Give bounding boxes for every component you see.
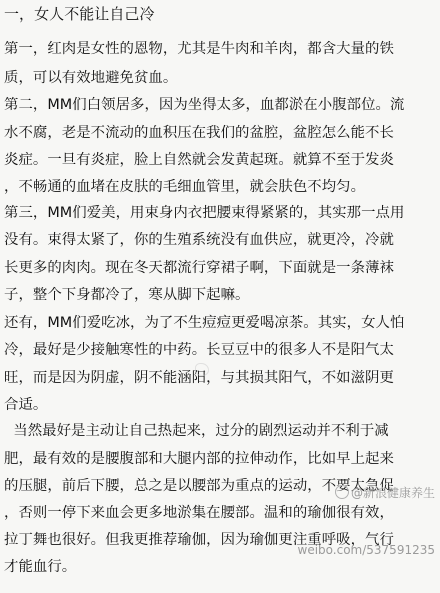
text-line: ，不畅通的血堵在皮肤的毛细血管里，就会肤色不均匀。 xyxy=(4,179,366,195)
watermark-url: weibo.com/537591235 xyxy=(297,543,435,557)
weibo-logo-icon xyxy=(335,485,349,499)
text-line: 冷，最好是少接触寒性的中药。长豆豆中的很多人不是阳气太 xyxy=(4,342,394,358)
text-line: 炎症。一旦有炎症，脸上自然就会发黄起斑。就算不至于发炎 xyxy=(4,152,394,168)
text-line: 的压腿，前后下腰，总之是以腰部为重点的运动，不要太急促 xyxy=(4,478,394,494)
text-line: 没有。束得太紧了，你的生殖系统没有血供应，就更冷，冷就 xyxy=(4,232,394,248)
text-line: 第二，MM们白领居多，因为坐得太多，血都淤在小腹部位。流 xyxy=(4,97,405,113)
text-line: 长更多的肉肉。现在冬天都流行穿裙子啊，下面就是一条薄袜 xyxy=(4,260,394,276)
text-line: 才能血行。 xyxy=(4,559,77,575)
watermark-handle-row xyxy=(298,470,435,515)
text-line: 肥，最有效的是腰腹部和大腿内部的拉伸动作，比如早上起来 xyxy=(4,451,394,467)
watermark-handle: @新浪健康养生 xyxy=(350,486,435,500)
text-line: 旺，而是因为阴虚，阴不能涵阳，与其损其阳气，不如滋阴更 xyxy=(4,370,394,386)
faint-stamp-mark xyxy=(195,363,209,376)
text-line: 第一，红肉是女性的恩物，尤其是牛肉和羊肉，都含大量的铁 xyxy=(4,41,394,57)
section-heading: 一，女人不能让自己冷 xyxy=(4,5,155,23)
weibo-watermark xyxy=(298,442,435,585)
text-line: ，否则一停下来血会更多地淤集在腰部。温和的瑜伽很有效， xyxy=(4,505,394,521)
text-line: 子，整个下身都冷了，寒从脚下起嘛。 xyxy=(4,287,250,303)
text-line: 拉丁舞也很好。但我更推荐瑜伽，因为瑜伽更注重呼吸，气行 xyxy=(4,532,394,548)
text-line: 水不腐，老是不流动的血积压在我们的盆腔，盆腔怎么能不长 xyxy=(4,125,394,141)
text-line: 当然最好是主动让自己热起来，过分的剧烈运动并不利于减 xyxy=(4,423,389,439)
text-line: 合适。 xyxy=(4,397,48,413)
text-line: 还有，MM们爱吃冰，为了不生痘痘更爱喝凉茶。其实，女人怕 xyxy=(4,315,405,331)
text-line: 质，可以有效地避免贫血。 xyxy=(4,70,178,86)
text-line: 第三，MM们爱美，用束身内衣把腰束得紧紧的，其实那一点用 xyxy=(4,205,405,221)
